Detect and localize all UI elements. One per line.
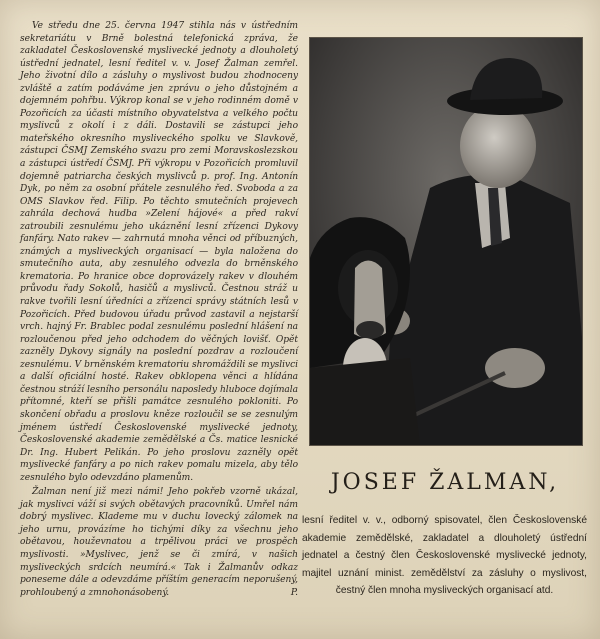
- portrait-name: JOSEF ŽALMAN,: [330, 470, 560, 495]
- article-paragraph: Ve středu dne 25. června 1947 stihla nás v ústředním sekretariátu v Brně bolestná telefonická zpráva, že zakladatel Československé myslivecké jednoty a dlouholetý ústřední jednatel, lesní ředitel v. v. Josef Žalman zemřel. Jeho životní dílo a zásluhy o myslivost budou zhodnoceny zvláště a zatím podáváme jen zprávu o jeho důstojném a dojemném pohřbu. Výkrop konal se v jeho rodinném domě v Pozořicích za účasti místního obyvatelstva a velkého počtu myslivců z okolí i z dáli. Dostavili se zástupci jeho mateřského okresního mysliveckého spolku ve Slavkově, zástupci ČSMJ Zemského svazu pro zemi Moravskoslezskou a zástupci ústředí ČSMJ. Při výkropu v Pozořicích promluvil dojemně patriarcha českých myslivců p. prof. Ing. Antonín Dyk, po něm za osobní přátele zesnulého řed. Svoboda a za OMS Slavkov řed. Filip. Po těchto smutečních projevech zahrála dechová hudba »Zelení hájové« a před rakví zatroubili zesnulému jeho ukáznění lesní zřízenci Dykovy fanfáry. Nato rakev — zahrnutá mnoha věnci od příbuzných, známých a mysliveckých organisací — byla naložena do smutečního auta, aby zesnulého odvezla do brněnského krematoria. Po hranice obce doprovázely rakev v dlouhém průvodu řady Sokolů, hasičů a myslivců. Čestnou stráž u rakve tvořili lesní úředníci a zřízenci správy státních lesů v Pozořicích. Před budovou úřadu průvod zastavil a nejstarší vrch. hajný Fr. Brablec podal zesnulému poslední hlášení na rozloučenou před jeho odchodem do věčných lovišť. Opět zazněly Dykovy signály na poslední pozdrav a rozloučení zesnulému. V brněnském krematoriu shromáždili se myslivci a další oficiální hosté. Rakev obklopena věnci a hlídána čestnou stráží lesního personálu naposledy hluboce dojímala přítomné, kteří se přišli památce zesnulého pokloniti. Po skončení obřadu a proslovu kněze rozloučil se se zesnulým jménem ústředí Československé myslivecké jednoty, Československé akademie zemědělské a Čs. matice lesnické Dr. Ing. Hubert Pelikán. Po jeho proslovu zazněly opět myslivecké fanfáry a po nich rakev pomalu mizela, aby tělo zesnulého bylo odevzdáno plamenům.: [20, 21, 298, 483]
- article-text-column: [20, 20, 298, 632]
- portrait-caption: lesní ředitel v. v., odborný spisovatel, člen Československé akademie zemědělské, zakladatel a dlouholetý ústřední jednatel a čestný člen Československé myslivecké jednoty, majitel uznání minist. zemědělství za zásluhy o myslivost, čestný člen mnoha mysliveckých organisací atd.: [302, 515, 587, 597]
- article-paragraph: Žalman není již mezi námi! Jeho pokřeb vzorně ukázal, jak myslivci váží si svých obětavých pracovníků. Umřel nám dobrý myslivec. Klademe mu v duchu lovecký zálomek na jeho urnu, provázíme ho tichými díky za všechnu jeho obětavou, houževnatou a trpělivou práci ve prospěch myslivosti. »Myslivec, jenž se či zmírá, v našich mysliveckých srdcích neumírá.« Tak i Žalmanův odkaz poneseme dále a odevzdáme příštím generacím neporušený, prohloubený a zmnohonásobený.: [20, 487, 298, 598]
- portrait-photo: [309, 37, 583, 446]
- portrait-photo-image: [310, 38, 582, 445]
- article-signature: P.: [290, 588, 298, 599]
